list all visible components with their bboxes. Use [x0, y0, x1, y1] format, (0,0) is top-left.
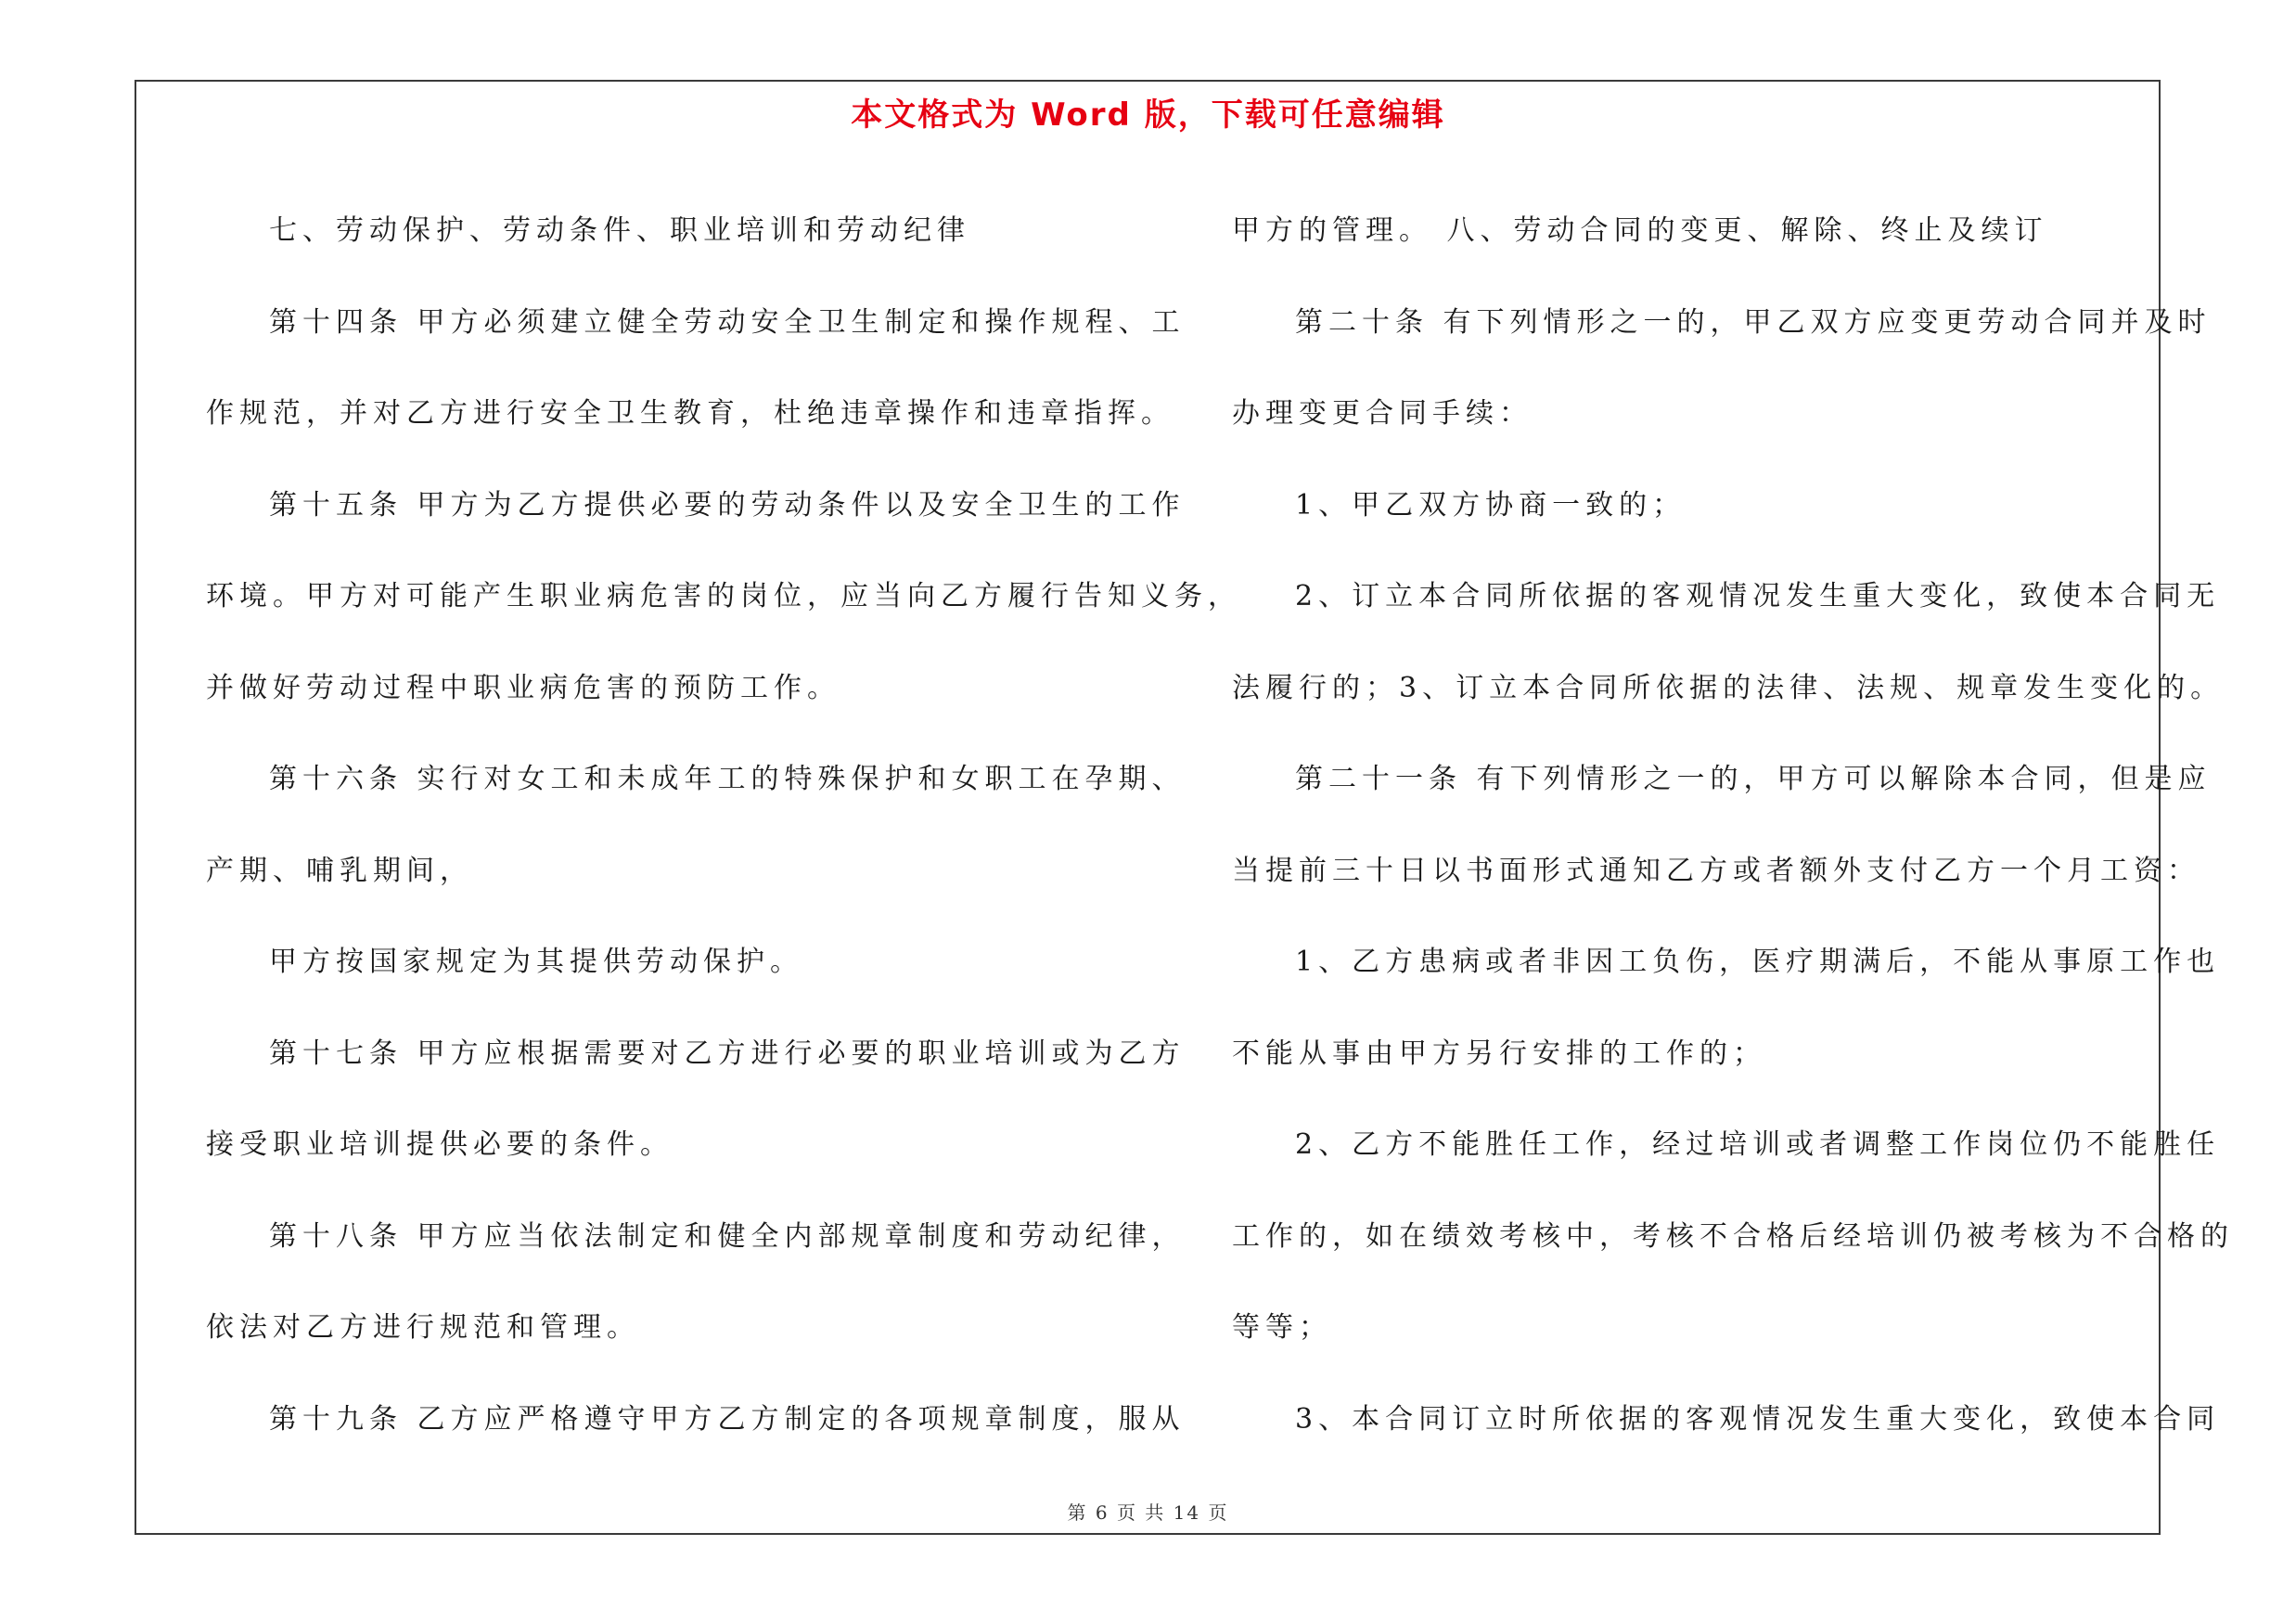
paragraph-line: 2、乙方不能胜任工作，经过培训或者调整工作岗位仍不能胜任 — [1295, 1128, 2221, 1161]
paragraph-line: 第二十一条 有下列情形之一的，甲方可以解除本合同，但是应 — [1295, 763, 2212, 795]
paragraph-line: 不能从事由甲方另行安排的工作的； — [1232, 1037, 1766, 1070]
paragraph-line: 第十八条 甲方应当依法制定和健全内部规章制度和劳动纪律， — [269, 1219, 1186, 1253]
paragraph-line: 2、订立本合同所依据的客观情况发生重大变化，致使本合同无 — [1295, 580, 2221, 612]
paragraph-line: 作规范，并对乙方进行安全卫生教育，杜绝违章操作和违章指挥。 — [206, 397, 1174, 430]
page-number-footer: 第 6 页 共 14 页 — [1067, 1501, 1229, 1524]
paragraph-line: 第十九条 乙方应严格遵守甲方乙方制定的各项规章制度，服从 — [269, 1402, 1186, 1436]
right-column — [1232, 186, 2234, 1465]
paragraph-line: 工作的，如在绩效考核中，考核不合格后经培训仍被考核为不合格的 — [1232, 1219, 2234, 1253]
paragraph-line: 七、劳动保护、劳动条件、职业培训和劳动纪律 — [269, 214, 970, 247]
paragraph-line: 并做好劳动过程中职业病危害的预防工作。 — [206, 671, 840, 704]
paragraph-line: 1、乙方患病或者非因工负伤，医疗期满后，不能从事原工作也 — [1295, 946, 2221, 978]
paragraph-line: 等等； — [1232, 1311, 1332, 1344]
paragraph-line: 第十六条 实行对女工和未成年工的特殊保护和女职工在孕期、 — [269, 763, 1186, 795]
paragraph-line: 第十四条 甲方必须建立健全劳动安全卫生制定和操作规程、工 — [269, 305, 1186, 339]
left-column — [206, 186, 1241, 1465]
paragraph-line: 依法对乙方进行规范和管理。 — [206, 1311, 640, 1344]
paragraph-line: 产期、哺乳期间， — [206, 854, 473, 887]
paragraph-line: 第十五条 甲方为乙方提供必要的劳动条件以及安全卫生的工作 — [269, 488, 1186, 522]
paragraph-line: 第二十条 有下列情形之一的，甲乙双方应变更劳动合同并及时 — [1295, 305, 2212, 339]
paragraph-line: 当提前三十日以书面形式通知乙方或者额外支付乙方一个月工资： — [1232, 854, 2200, 887]
paragraph-line: 甲方的管理。 八、劳动合同的变更、解除、终止及续订 — [1232, 214, 2048, 247]
header-banner: 本文格式为 Word 版，下载可任意编辑 — [851, 97, 1445, 134]
paragraph-line: 3、本合同订立时所依据的客观情况发生重大变化，致使本合同 — [1295, 1402, 2221, 1436]
paragraph-line: 接受职业培训提供必要的条件。 — [206, 1128, 673, 1161]
paragraph-line: 法履行的；3、订立本合同所依据的法律、法规、规章发生变化的。 — [1232, 671, 2225, 704]
paragraph-line: 1、甲乙双方协商一致的； — [1295, 488, 1687, 522]
paragraph-line: 第十七条 甲方应根据需要对乙方进行必要的职业培训或为乙方 — [269, 1037, 1186, 1070]
paragraph-line: 环境。甲方对可能产生职业病危害的岗位，应当向乙方履行告知义务， — [206, 580, 1241, 612]
paragraph-line: 办理变更合同手续： — [1232, 397, 1533, 430]
paragraph-line: 甲方按国家规定为其提供劳动保护。 — [269, 946, 803, 978]
